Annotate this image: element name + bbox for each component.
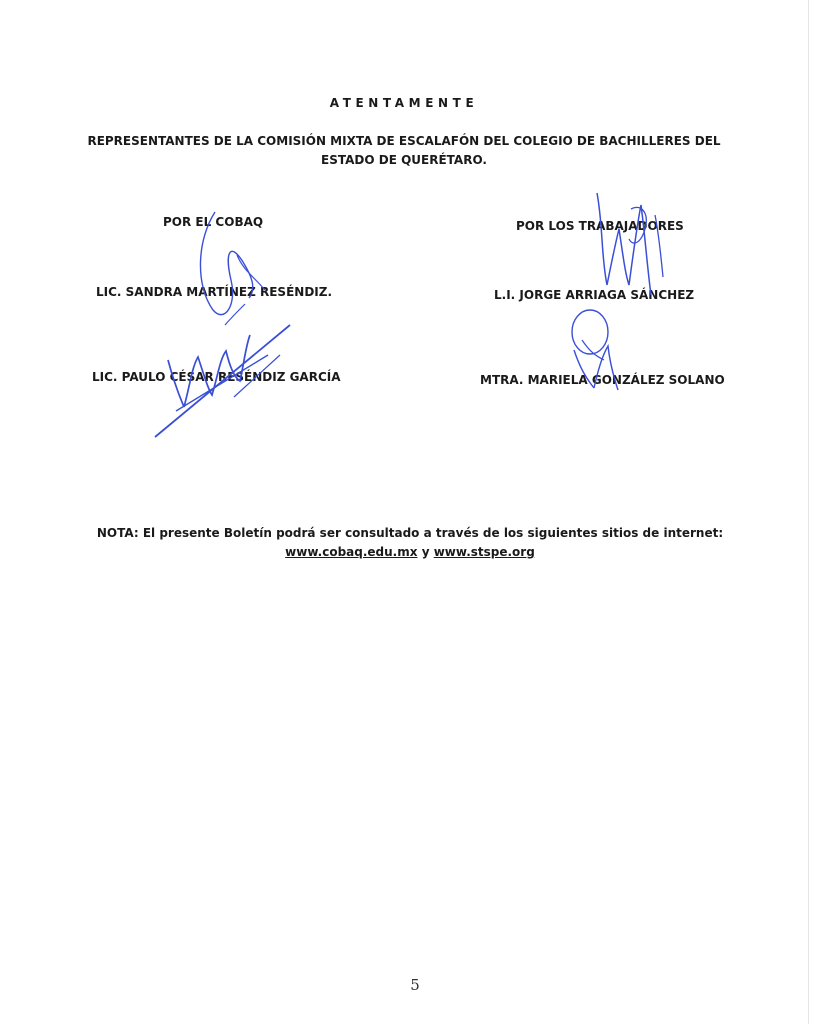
commission-title: REPRESENTANTES DE LA COMISIÓN MIXTA DE ESCALAFÓN DEL COLEGIO DE BACHILLERES DEL ESTADO DE QUERÉTARO.: [87, 134, 721, 167]
note-connector: y: [421, 545, 430, 559]
stspe-link[interactable]: www.stspe.org: [433, 545, 535, 559]
signature-jorge: [585, 185, 670, 305]
signer-sandra-name: LIC. SANDRA MARTÍNEZ RESÉNDIZ.: [96, 285, 332, 299]
closing-heading: ATENTAMENTE: [329, 96, 479, 110]
page-edge: [808, 0, 809, 1024]
note-text: NOTA: El presente Boletín podrá ser consultado a través de los siguientes sitios de internet:: [96, 526, 724, 540]
signer-paulo-name: LIC. PAULO CÉSAR RESÉNDIZ GARCÍA: [92, 370, 341, 384]
signer-jorge-name: L.I. JORGE ARRIAGA SÁNCHEZ: [494, 288, 695, 302]
cobaq-link[interactable]: www.cobaq.edu.mx: [285, 545, 418, 559]
right-column-header: POR LOS TRABAJADORES: [516, 219, 684, 233]
note-paragraph: [70, 524, 750, 562]
page-number: 5: [410, 976, 420, 994]
left-column-header: POR EL COBAQ: [163, 215, 264, 229]
signer-mariela-name: MTRA. MARIELA GONZÁLEZ SOLANO: [480, 373, 725, 387]
scrollbar-track[interactable]: [814, 0, 827, 1024]
